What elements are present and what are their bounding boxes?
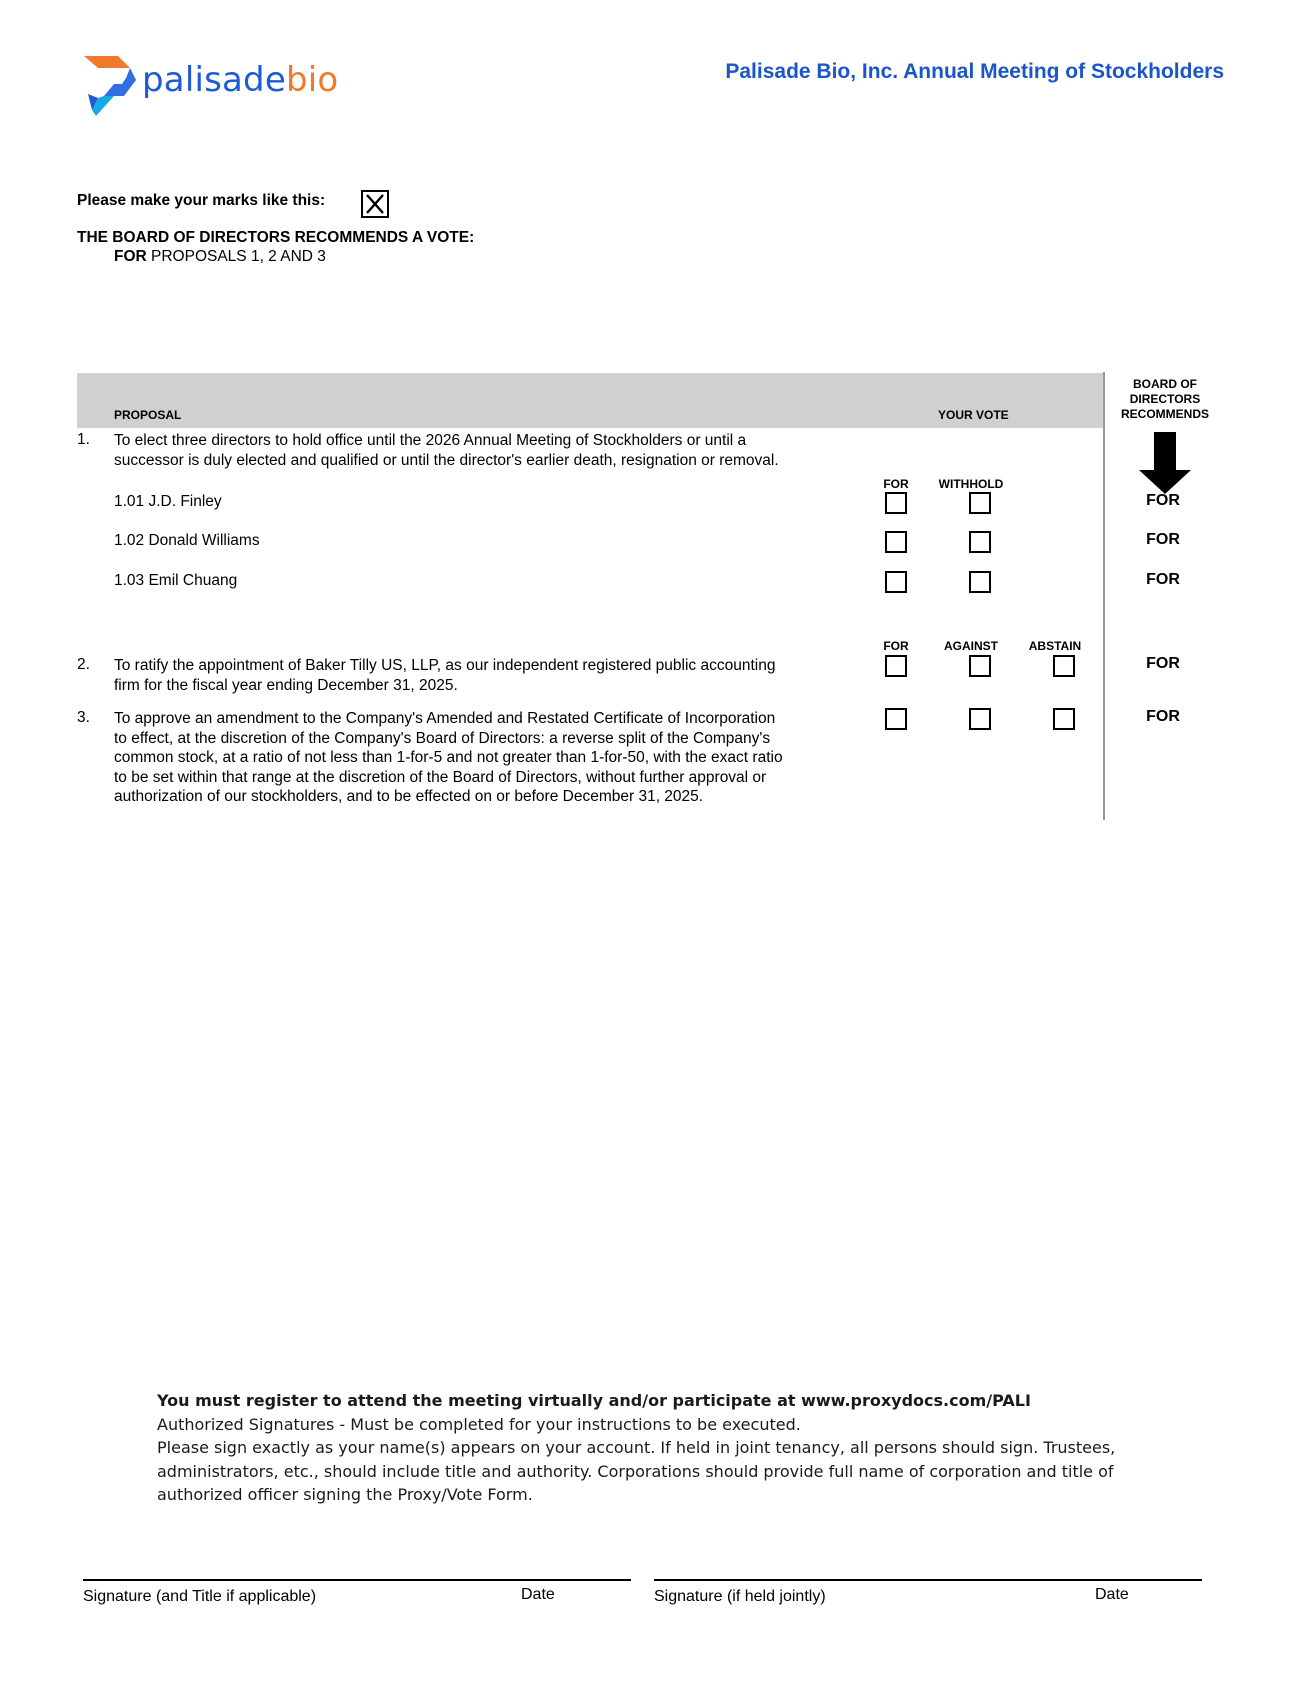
proposal-3-for-checkbox[interactable] bbox=[885, 708, 907, 730]
palisade-bio-logo bbox=[84, 54, 339, 118]
nominee-2-withhold-checkbox[interactable] bbox=[969, 531, 991, 553]
proposal-3-recommendation: FOR bbox=[1146, 708, 1180, 725]
proposal-3-abstain-checkbox[interactable] bbox=[1053, 708, 1075, 730]
proposal-text-line: firm for the fiscal year ending December 31, 2025. bbox=[114, 676, 458, 694]
table-divider bbox=[1103, 372, 1105, 820]
down-arrow-icon bbox=[1137, 432, 1193, 494]
board-header-line: RECOMMENDS bbox=[1120, 407, 1209, 421]
proposal-text-line: To ratify the appointment of Baker Tilly US, LLP, as our independent registered public accounting bbox=[114, 657, 776, 674]
x-mark-icon bbox=[363, 192, 387, 216]
proposal-text-line: authorization of our stockholders, and to be effected on or before December 31, 2025. bbox=[114, 788, 704, 806]
marked-checkbox-example bbox=[361, 190, 389, 218]
nominee-2-recommendation: FOR bbox=[1146, 531, 1180, 548]
nominee-2-for-checkbox[interactable] bbox=[885, 531, 907, 553]
logo-wordmark bbox=[142, 60, 338, 100]
proposal-3-against-checkbox[interactable] bbox=[969, 708, 991, 730]
board-header-line: BOARD OF bbox=[1133, 377, 1197, 391]
board-proposals-label: PROPOSALS 1, 2 AND 3 bbox=[146, 248, 326, 265]
document-title: Palisade Bio, Inc. Annual Meeting of Stockholders bbox=[725, 60, 1224, 83]
authorized-signatures-note: Authorized Signatures - Must be completed for your instructions to be executed. bbox=[157, 1414, 801, 1434]
proposal-text-line: common stock, at a ratio of not less than 1-for-5 and not greater than 1-for-50, with the exact ratio bbox=[114, 749, 783, 767]
sign-instruction-line: authorized officer signing the Proxy/Vote Form. bbox=[157, 1485, 533, 1504]
option-header-withhold: WITHHOLD bbox=[938, 477, 1004, 491]
nominee-3-withhold-checkbox[interactable] bbox=[969, 571, 991, 593]
column-header-board-recommends bbox=[1108, 377, 1222, 422]
marks-instruction: Please make your marks like this: bbox=[77, 192, 326, 209]
proposal-text-line: To elect three directors to hold office until the 2026 Annual Meeting of Stockholders or until a bbox=[114, 432, 747, 449]
board-header-line: DIRECTORS bbox=[1129, 392, 1201, 406]
proposal-2-text bbox=[114, 656, 854, 695]
proposal-1-number: 1. bbox=[77, 431, 90, 448]
board-recommendation-heading: THE BOARD OF DIRECTORS RECOMMENDS A VOTE: bbox=[77, 229, 475, 246]
proposal-2-number: 2. bbox=[77, 656, 90, 673]
nominee-3-recommendation: FOR bbox=[1146, 571, 1180, 588]
signature-1-label: Signature (and Title if applicable) bbox=[83, 1588, 317, 1605]
option-header-for: FOR bbox=[883, 477, 909, 491]
column-header-your-vote: YOUR VOTE bbox=[938, 408, 1009, 422]
register-notice: You must register to attend the meeting virtually and/or participate at www.proxydocs.com/PALI bbox=[157, 1391, 1031, 1410]
nominee-1-for-checkbox[interactable] bbox=[885, 492, 907, 514]
signature-2-date-label: Date bbox=[1095, 1586, 1129, 1603]
nominee-label: 1.03 Emil Chuang bbox=[114, 572, 238, 589]
sign-instruction-line: administrators, etc., should include title and authority. Corporations should provide full name of corporation and title of bbox=[157, 1461, 1114, 1481]
nominee-label: 1.02 Donald Williams bbox=[114, 532, 260, 549]
signature-line-2[interactable] bbox=[654, 1579, 1202, 1581]
nominee-3-for-checkbox[interactable] bbox=[885, 571, 907, 593]
proposal-2-abstain-checkbox[interactable] bbox=[1053, 655, 1075, 677]
proposal-2-for-checkbox[interactable] bbox=[885, 655, 907, 677]
option-header-for: FOR bbox=[883, 639, 909, 653]
proposal-text-line: To approve an amendment to the Company's Amended and Restated Certificate of Incorporation bbox=[114, 710, 776, 727]
proposal-3-text bbox=[114, 709, 874, 807]
signature-1-date-label: Date bbox=[521, 1586, 555, 1603]
option-header-abstain: ABSTAIN bbox=[1028, 639, 1082, 653]
signature-2-label: Signature (if held jointly) bbox=[654, 1588, 826, 1605]
sign-instruction-line: Please sign exactly as your name(s) appears on your account. If held in joint tenancy, all persons should sign. Trustees, bbox=[157, 1438, 1116, 1457]
proposal-text-line: successor is duly elected and qualified or until the director's earlier death, resignation or removal. bbox=[114, 451, 779, 469]
board-recommendation-summary bbox=[114, 248, 326, 266]
board-for-label: FOR bbox=[114, 248, 147, 265]
proposal-text-line: to be set within that range at the discretion of the Board of Directors, without further approval or bbox=[114, 768, 767, 786]
nominee-1-recommendation: FOR bbox=[1146, 492, 1180, 509]
proposal-1-text bbox=[114, 431, 854, 470]
proposal-3-number: 3. bbox=[77, 709, 90, 726]
option-header-against: AGAINST bbox=[944, 639, 998, 653]
proposal-2-against-checkbox[interactable] bbox=[969, 655, 991, 677]
proposal-text-line: to effect, at the discretion of the Company's Board of Directors: a reverse split of the Company's bbox=[114, 729, 771, 747]
proposal-2-recommendation: FOR bbox=[1146, 655, 1180, 672]
signature-line-1[interactable] bbox=[83, 1579, 631, 1581]
column-header-proposal: PROPOSAL bbox=[114, 408, 182, 422]
logo-mark-icon bbox=[84, 54, 140, 116]
nominee-label: 1.01 J.D. Finley bbox=[114, 493, 222, 510]
logo-text-bio: bio bbox=[285, 60, 339, 100]
signature-instructions bbox=[157, 1389, 1157, 1507]
logo-text-palisade: palisade bbox=[142, 60, 286, 100]
nominee-1-withhold-checkbox[interactable] bbox=[969, 492, 991, 514]
